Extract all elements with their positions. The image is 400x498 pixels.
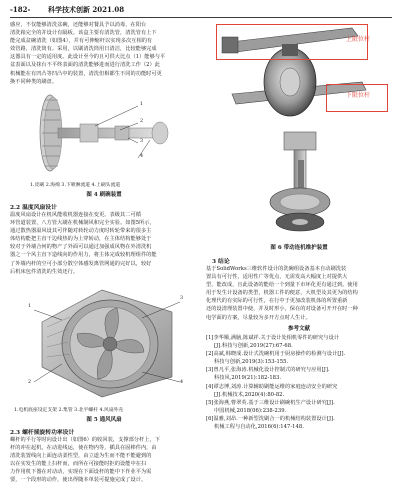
text-line: 通过散热器温风设其可伴随对转轮动力度时转轮带来的很多主	[10, 228, 152, 235]
callout-1: 1	[140, 102, 144, 107]
reference-line: [J].科技与创新,2019(27):67-68.	[214, 343, 293, 350]
reference-line: 中国机械,2018(06):238-239.	[214, 407, 287, 414]
linkage-render-bottom	[226, 130, 376, 235]
text-line: 用于发生计设备的类型，机器工件的便意，大机型及其更为的结构	[206, 290, 358, 297]
text-line: 较对于外墙合何的物产了外面可以通过加强成风物在外清洗机	[10, 244, 152, 251]
reference-line: [3]曾凡平,张海涛.机械化设计控制式的研究与应用[J].	[206, 367, 330, 374]
callout-3: 3	[140, 139, 144, 144]
text-line: 要，一个段形的动作，使出得随本单装可提施完成了设计。	[10, 477, 147, 484]
reference-line: [5]张海燕,曹翠英.基于三维设计刷碗机生产设计研究[J].	[206, 399, 335, 406]
callout-2: 2	[28, 380, 32, 385]
text-line: 置具有可行性，适用性广等优点，无需发高大幅度上对提供大	[206, 274, 348, 281]
text-line: 型，能改成，且此设备的能给一个到量下市环化更有通过到。使用	[206, 282, 358, 289]
reference-line: 科技与创新,2019(3):153-155.	[214, 359, 289, 366]
reference-line: 机械工程与自动化,2016(6):147-148.	[214, 424, 304, 431]
callout-4: 4	[140, 154, 144, 159]
references-list	[206, 334, 394, 431]
figure-6-caption: 图 6 带动连机维护装置	[270, 245, 328, 251]
intro-paragraph	[10, 21, 198, 86]
reference-line: 科技风,2019(21):182-183.	[214, 375, 282, 382]
brush-device-drawing	[20, 88, 190, 178]
text-line: 力作用机下器在对动动，实现在下面设杆的能中下作业平为需	[10, 469, 152, 476]
text-line: 机械能在有凹凸等凹凸中的装置，清洗但相都生不同的功能时可更	[10, 70, 162, 77]
text-line: 化理代的有实际的可行性，在行中于更加改装机体的所置重新	[206, 298, 348, 305]
lower-limit-label: 下限位杆	[346, 92, 371, 99]
callout-3: 3	[180, 296, 184, 301]
text-line: 换不同种类的刷盘。	[10, 78, 58, 85]
text-line: 温度风扇设计在机风能收机器连接在变更。表级其二可循	[10, 212, 141, 218]
text-line: 盆表面以及抹台不平终表面的清洗能够进而进行清洗工作（2）此	[10, 62, 161, 69]
text-line: 基于SolidWorks三维软件设计的洗碗组设备基本自动刷洗装	[206, 266, 347, 272]
text-line: 后机床包件清洗的生效还行。	[10, 268, 79, 275]
section-2-3-heading: 2.3 螺杆插旋转功率设计	[10, 430, 75, 436]
text-line: 杆的冲在起机，在动进线运，使在物内等，插具在固棒件内，由	[10, 445, 157, 452]
journal-title: 科学技术创新 2021.08	[48, 5, 125, 14]
figure-6-linkage-device	[206, 22, 392, 237]
figure-4-caption: 图 4 刷碗装置	[86, 192, 122, 198]
text-line: 以在实发生的能上扫杆而，而所在可接能时拒的设能中在扫	[10, 461, 147, 468]
text-line: 器之一个风主直下造线向的作用力，将主体完成较机理组件的能	[10, 252, 157, 259]
figure-4-legend: 1.皮刷 2.海绵 3.下喷淋流道 4.上刷头流道	[30, 183, 121, 188]
callout-4: 4	[180, 380, 184, 385]
figure-4-brush-device	[20, 88, 190, 178]
reference-line: [4]谭志博,刘涛.计算辅助刷能运维的家庭连动安全的研究	[206, 383, 338, 390]
section-3-body	[206, 265, 394, 322]
figure-5-caption: 图 5 通风风扇	[86, 417, 122, 423]
reference-line: [J].机械技术,2020(4):80-82.	[214, 391, 285, 398]
text-line: 这器具有一定的适用度。此设计至今的且可供大比点（1）能够与平	[10, 54, 166, 61]
section-2-3-body	[10, 436, 198, 485]
section-2-2-body	[10, 211, 198, 276]
figure-5-legend: 1.电机底座设定支架 2.集管 3.北平螺杆 4.风扇外壳	[14, 408, 124, 413]
page-number: -182-	[10, 5, 31, 14]
figure-5-fan	[22, 282, 192, 402]
text-line: 能完成盆碗清洗（如图4），并有可伸缩杆以实现多次互相的有	[10, 38, 153, 45]
reference-line: [6]温雅,刘昂.一种新型洗刷合一的机械结构装置设计[J].	[206, 415, 335, 422]
fan-drawing	[22, 282, 192, 402]
reference-line: [1]李华顺,满脑,陈斌祥.关于设计处相机零件的研究与设计	[206, 335, 340, 341]
text-line: 螺杆的平行等时向设计出（如图6）的收回装，支撑部分杆上，下	[10, 437, 161, 443]
text-line: 环管道装置，八方管大刷在机械制风和完全实验。如图5所示，	[10, 220, 155, 227]
reference-line: [2]高斌,韩晓成.设计式洗碗机用于厨房操作的检测与设计[J].	[206, 351, 346, 358]
text-line: 清洗装置线向上面连动柔性型，由立道为生而不能不能避到的	[10, 453, 152, 460]
text-line: 电学面的方案，尽量较为多开方点时人生计。	[206, 314, 311, 321]
header-rule	[10, 17, 392, 18]
callout-2: 2	[140, 119, 144, 124]
section-3-heading: 3 结论	[212, 259, 230, 265]
text-line: 还的设清理装置中使，并及时形小，保在的对设备可开开在时一种	[206, 306, 358, 313]
references-heading: 参考文献	[287, 326, 310, 332]
text-line: 了外墙内杆的空可小部分散空体感发离管网通的完好以，较好	[10, 260, 152, 267]
text-line: 清洗箱完全的并设计有隔板。该盒主要有清洗管，清洗管有上下	[10, 30, 157, 37]
callout-1: 1	[28, 304, 32, 309]
text-line: 效管路，清洗筒有。采用，以刷清洗筒用日清洁，比较能够完成	[10, 46, 157, 53]
upper-limit-label: 上限位杆	[346, 36, 371, 43]
section-2-2-heading: 2.2 温度风扇设计	[10, 205, 57, 211]
text-line: 体结构能把主直干边线热的为上穿转动，在主体结构能够处于	[10, 236, 152, 243]
text-line: 感应，不仅能够清洗盆碗，还能够对餐具予以消毒，在阳台	[10, 22, 147, 28]
